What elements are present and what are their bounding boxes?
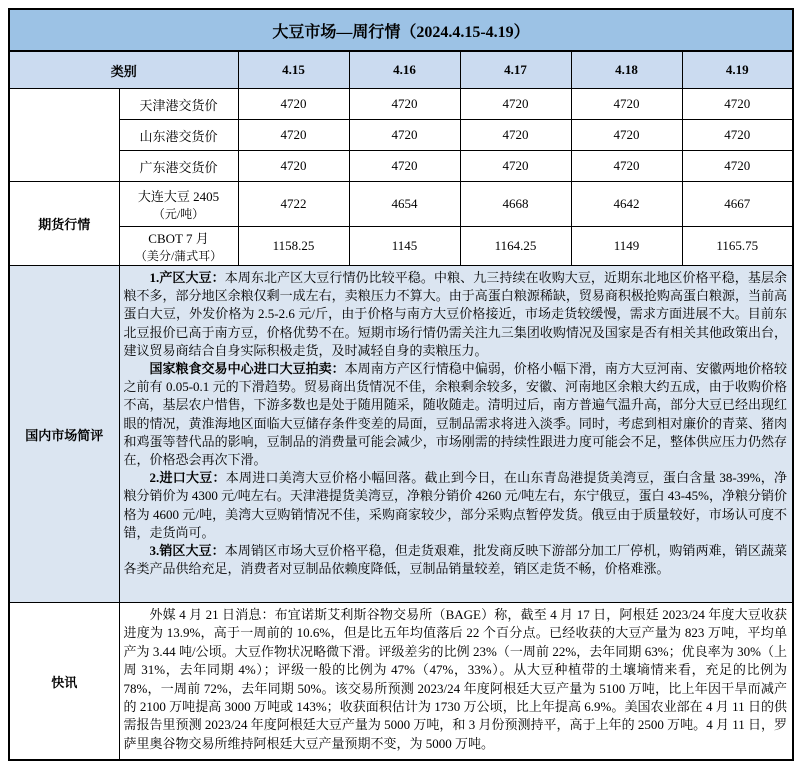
column-header-row [9,51,793,89]
price-cell: 4642 [571,182,682,227]
price-cell: 1145 [349,227,460,266]
commentary-paragraph: 3.销区大豆：本周销区市场大豆价格平稳，但走货艰难，批发商反映下游部分加工厂停机，购销两难，销区蔬菜各类产品供给充足，消费者对豆制品依赖度降低，豆制品销量较差，销区走货不畅，价格难涨。 [123,543,788,577]
col-header-date-2: 4.16 [349,51,460,89]
row-label: 广东港交货价 [119,151,238,182]
price-cell: 4720 [571,120,682,151]
price-cell: 4668 [460,182,571,227]
price-cell: 4720 [682,89,793,120]
price-cell: 1158.25 [238,227,349,266]
col-header-date-1: 4.15 [238,51,349,89]
table-row-domestic-commentary [9,266,793,603]
col-header-category: 类别 [9,51,238,89]
news-paragraph: 外媒 4 月 21 日消息：布宜诺斯艾利斯谷物交易所（BAGE）称，截至 4 月 17 日，阿根廷 2023/24 年度大豆收获进度为 13.9%，高于一周前的 10.6%，但是比五年均值落后 22 个百分点。已经收获的大豆产量为 823 万吨，平均单产为 3.44 吨/公顷。大豆作物状况略微下滑。评级差劣的比例 23%（一周前 22%，去年同期 63%；优良率为 30%（上周 31%，去年同期 4%）；评级一般的比例为 47%（47%，33%）。从大豆种植带的土壤墒情来看，充足的比例为 78%，一周前 72%，去年同期 50%。该交易所预测 2023/24 年度阿根廷大豆产量为 5100 万吨，比上年因干旱而减产的 2100 万吨提高 3000 万吨或 143%；收获面积估计为 1730 万公顷，比上年提高 6.9%。美国农业部在 4 月 11 日的供需报告里预测 2023/24 年度阿根廷大豆产量为 5000 万吨，和 3 月份预测持平，高于上年的 2500 万吨。4 月 11 日，罗萨里奥谷物交易所维持阿根廷大豆产量预期不变，为 5000 万吨。 [123,607,788,751]
col-header-date-5: 4.19 [682,51,793,89]
price-cell: 4667 [682,182,793,227]
futures-name: CBOT 7 月 [148,231,209,246]
row-label: 山东港交货价 [119,120,238,151]
news-label: 快讯 [9,603,119,761]
price-cell: 4720 [349,89,460,120]
price-cell: 4720 [460,151,571,182]
price-cell: 4722 [238,182,349,227]
table-row-shandong [9,120,793,151]
price-cell: 4720 [571,151,682,182]
row-label: 天津港交货价 [119,89,238,120]
price-cell: 4720 [349,151,460,182]
spot-group-cell [9,89,119,182]
title-row [9,9,793,51]
page-title: 大豆市场—周行情（2024.4.15-4.19） [9,9,793,51]
futures-unit: （美分/蒲式耳） [134,249,223,263]
price-cell: 1164.25 [460,227,571,266]
price-cell: 4720 [238,89,349,120]
table-row-guangdong [9,151,793,182]
price-cell: 4720 [682,120,793,151]
price-cell: 4720 [571,89,682,120]
table-row-dalian-futures [9,182,793,227]
soybean-weekly-table [8,8,794,761]
table-row-news [9,603,793,761]
futures-group-label: 期货行情 [9,182,119,266]
price-cell: 4720 [682,151,793,182]
price-cell: 4720 [238,120,349,151]
price-cell: 4720 [238,151,349,182]
price-cell: 1149 [571,227,682,266]
commentary-label: 国内市场简评 [9,266,119,603]
row-label [119,182,238,227]
futures-name: 大连大豆 2405 [137,189,220,204]
table-row-tianjin [9,89,793,120]
commentary-paragraph: 国家粮食交易中心进口大豆拍卖：本周南方产区行情稳中偏弱，价格小幅下滑，南方大豆河南、安徽两地价格较之前有 0.05-0.1 元的下滑趋势。贸易商出货情况不佳，余粮剩余较多，安徽、河南地区余粮大约五成，由于收购价格不高，基层农户惜售，下游多数也是处于随用随采，随收随走。清明过后，南方普遍气温升高，部分大豆已经出现红眼的情况，黄淮海地区面临大豆储存条件变差的局面，豆制品需求将进入淡季。同时，考虑到相对廉价的青菜、猪肉和鸡蛋等替代品的影响，豆制品的消费量可能会减少，市场刚需的持续性跟进力度可能会不足，整体供应压力仍然存在，价格恐会再次下滑。 [123,361,788,468]
table-row-cbot-futures [9,227,793,266]
price-cell: 1165.75 [682,227,793,266]
price-cell: 4654 [349,182,460,227]
commentary-content [119,266,793,603]
col-header-date-3: 4.17 [460,51,571,89]
price-cell: 4720 [460,89,571,120]
commentary-paragraph: 2.进口大豆：本周进口美湾大豆价格小幅回落。截止到今日，在山东青岛港提货美湾豆，蛋白含量 38-39%，净粮分销价为 4300 元/吨左右。天津港提货美湾豆，净粮分销价 4260 元/吨左右，东宁俄豆，蛋白 43-45%，净粮分销价格为 4600 元/吨，美湾大豆购销情况不佳，采购商家较少，部分采购点暂停发货。俄豆由于质量较好，市场认可度不错，走货尚可。 [123,470,788,540]
col-header-date-4: 4.18 [571,51,682,89]
news-content [119,603,793,761]
price-cell: 4720 [349,120,460,151]
futures-unit: （元/吨） [152,207,205,221]
price-cell: 4720 [460,120,571,151]
row-label [119,227,238,266]
commentary-paragraph: 1.产区大豆：本周东北产区大豆行情仍比较平稳。中粮、九三持续在收购大豆，近期东北地区价格平稳，基层余粮不多，部分地区余粮仅剩一成左右，卖粮压力不算大。由于高蛋白粮源稀缺，贸易商积极抢购高蛋白粮源，当前高蛋白大豆，外发价格为 2.5-2.6 元/斤，由于价格与南方大豆价格接近，市场走货较缓慢，需求方面进展不大。目前东北豆报价已高于南方豆，价格优势不在。短期市场行情仍需关注九三集团收购情况及国家是否有相关其他政策出台，建议贸易商结合自身实际积极走货，及时减轻自身的卖粮压力。 [123,270,788,358]
